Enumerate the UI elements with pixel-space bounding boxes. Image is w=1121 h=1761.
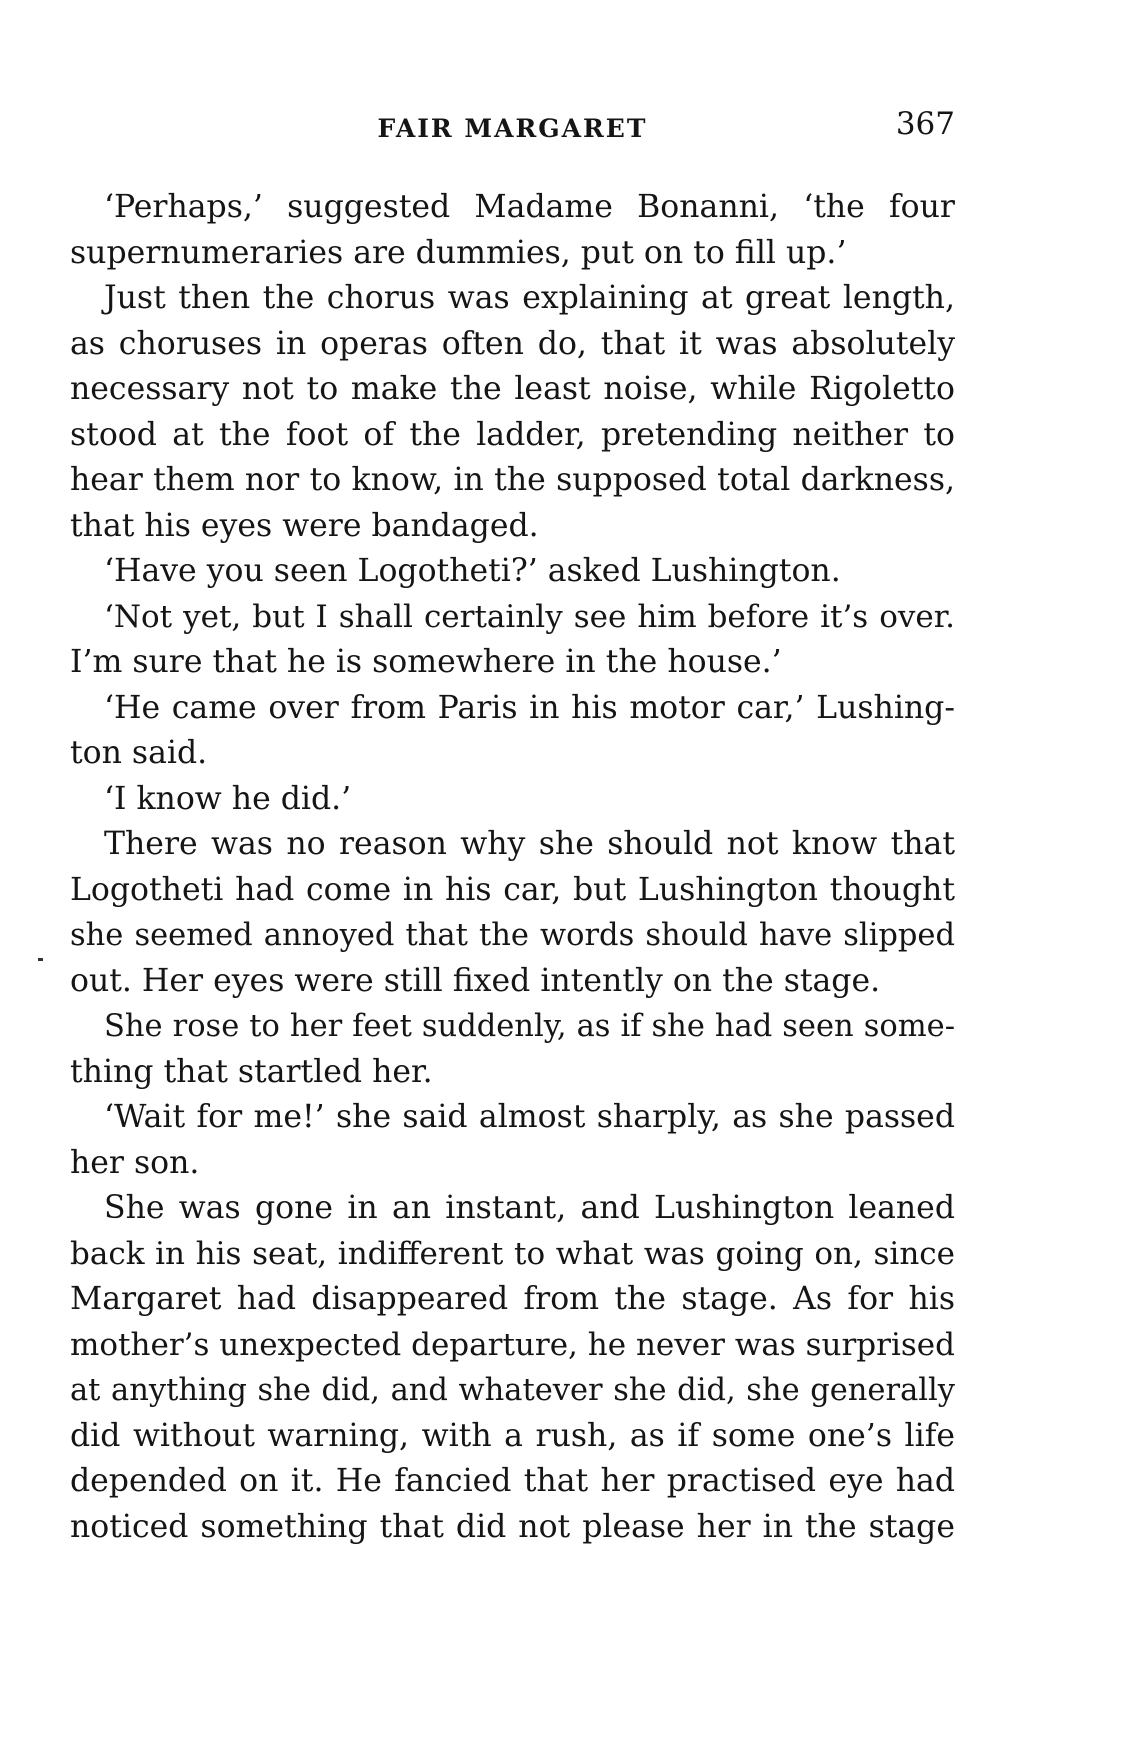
- margin-mark: [38, 958, 43, 961]
- text-line: that his eyes were bandaged.: [70, 507, 539, 544]
- text-line: Margaret had disappeared from the stage. As for his: [70, 1281, 955, 1317]
- text-line: mother’s unexpected departure, he never was surprised: [70, 1326, 955, 1363]
- text-line: ‘I know he did.’: [104, 780, 352, 817]
- text-line: noticed something that did not please her in the stage: [70, 1508, 955, 1545]
- text-line: back in his seat, indifferent to what was going on, since: [70, 1235, 955, 1272]
- text-line: ‘Wait for me!’ she said almost sharply, as she passed: [104, 1099, 955, 1135]
- text-line: at anything she did, and whatever she did, she generally: [70, 1373, 955, 1408]
- text-line: necessary not to make the least noise, while Rigoletto: [70, 371, 955, 407]
- text-line: depended on it. He fancied that her practised eye had: [70, 1463, 955, 1499]
- text-line: she seemed annoyed that the words should have slipped: [70, 918, 955, 953]
- text-line: ‘Perhaps,’ suggested Madame Bonanni, ‘the four: [104, 189, 955, 225]
- text-line: ‘Not yet, but I shall certainly see him before it’s over.: [104, 598, 955, 635]
- text-line: There was no reason why she should not know that: [104, 826, 955, 862]
- text-line: She rose to her feet suddenly, as if she had seen some-: [104, 1009, 955, 1044]
- text-line: She was gone in an instant, and Lushington leaned: [104, 1190, 955, 1226]
- page-number: 367: [895, 106, 955, 142]
- text-line: ‘Have you seen Logotheti?’ asked Lushington.: [104, 553, 841, 589]
- text-line: ton said.: [70, 735, 208, 771]
- text-line: Just then the chorus was explaining at great length,: [104, 280, 955, 316]
- text-line: Logotheti had come in his car, but Lushington thought: [70, 871, 955, 908]
- text-line: out. Her eyes were still fixed intently on the stage.: [70, 962, 881, 999]
- body-text: [70, 185, 955, 1550]
- text-line: her son.: [70, 1144, 200, 1181]
- text-line: supernumeraries are dummies, put on to fill up.’: [70, 234, 847, 271]
- text-line: ‘He came over from Paris in his motor car,’ Lushing-: [104, 689, 955, 726]
- text-line: I’m sure that he is somewhere in the house.’: [70, 644, 782, 680]
- running-head: [70, 100, 955, 148]
- text-line: thing that startled her.: [70, 1053, 433, 1090]
- text-line: did without warning, with a rush, as if some one’s life: [70, 1417, 955, 1454]
- running-title: FAIR MARGARET: [377, 114, 648, 143]
- text-line: stood at the foot of the ladder, pretending neither to: [70, 416, 955, 453]
- text-line: as choruses in operas often do, that it was absolutely: [70, 325, 955, 362]
- text-line: hear them nor to know, in the supposed total darkness,: [70, 462, 955, 498]
